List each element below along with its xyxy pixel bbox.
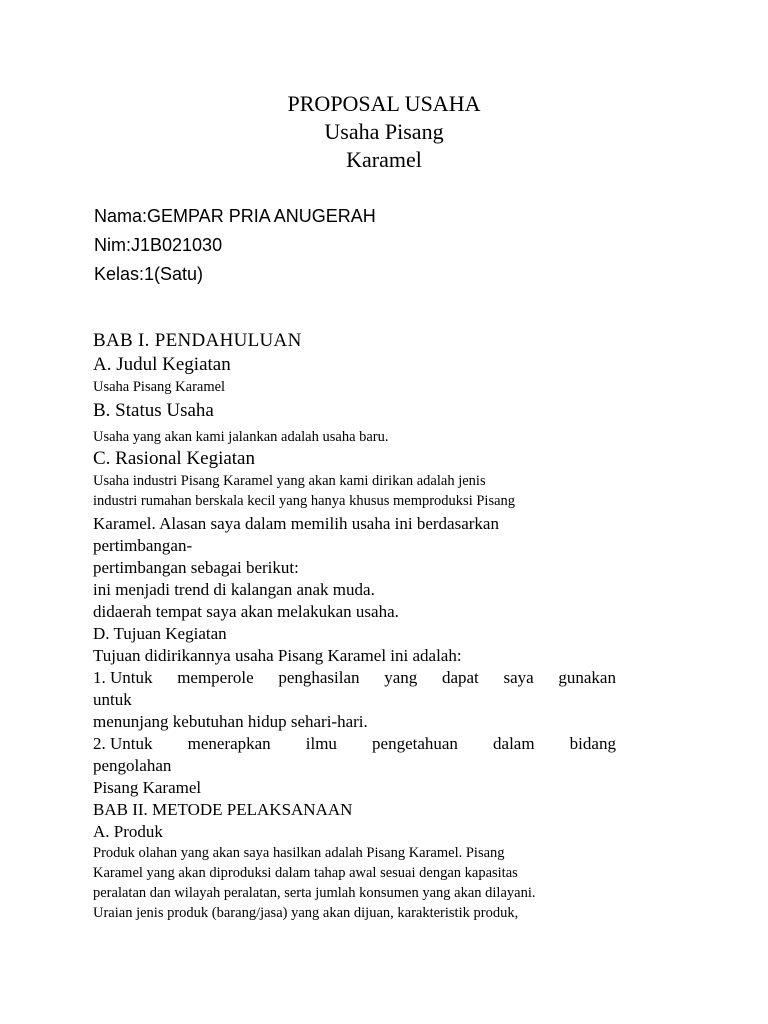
bab2-section-a-line: Produk olahan yang akan saya hasilkan adalah Pisang Karamel. Pisang xyxy=(93,845,505,861)
item-2-word: pengetahuan xyxy=(372,734,458,753)
title-line-3: Karamel xyxy=(346,147,422,172)
item-2-word: dalam xyxy=(493,734,535,753)
section-d-item-1-line: untuk xyxy=(93,690,132,709)
section-d-item-1-line: menunjang kebutuhan hidup sehari-hari. xyxy=(93,712,368,731)
section-c-line: Usaha industri Pisang Karamel yang akan kami dirikan adalah jenis xyxy=(93,473,486,489)
section-d-item-2-line: Pisang Karamel xyxy=(93,778,202,797)
bab2-section-a-line: peralatan dan wilayah peralatan, serta jumlah konsumen yang akan dilayani. xyxy=(93,885,536,901)
item-1-word: memperole xyxy=(177,668,254,687)
identity-kelas: Kelas:1(Satu) xyxy=(94,264,204,284)
item-1-word: yang xyxy=(384,668,418,687)
section-c-line: pertimbangan- xyxy=(93,536,193,555)
section-d-item-2 xyxy=(93,733,616,755)
title-line-1: PROPOSAL USAHA xyxy=(287,91,481,116)
identity-block xyxy=(94,202,376,289)
section-a-text: Usaha Pisang Karamel xyxy=(93,379,226,395)
section-c-line: Karamel. Alasan saya dalam memilih usaha ini berdasarkan xyxy=(93,514,499,533)
identity-nama: Nama:GEMPAR PRIA ANUGERAH xyxy=(94,206,376,226)
bab2-heading: BAB II. METODE PELAKSANAAN xyxy=(93,800,353,819)
section-a-heading: A. Judul Kegiatan xyxy=(93,354,231,375)
item-1-word: penghasilan xyxy=(278,668,360,687)
item-2-word: menerapkan xyxy=(187,734,271,753)
section-d-heading: D. Tujuan Kegiatan xyxy=(93,624,227,643)
section-d-intro: Tujuan didirikannya usaha Pisang Karamel ini adalah: xyxy=(93,646,462,665)
bab1-heading: BAB I. PENDAHULUAN xyxy=(93,330,302,351)
title-block xyxy=(0,90,768,174)
item-2-word: 2. Untuk xyxy=(93,734,153,753)
title-line-2: Usaha Pisang xyxy=(324,119,444,144)
section-c-line: didaerah tempat saya akan melakukan usaha. xyxy=(93,602,399,621)
section-d-item-2-line: pengolahan xyxy=(93,756,172,775)
document-body xyxy=(93,328,616,923)
item-1-word: gunakan xyxy=(558,668,616,687)
section-d-item-1 xyxy=(93,667,616,689)
item-1-word: saya xyxy=(503,668,534,687)
item-2-word: bidang xyxy=(569,734,616,753)
section-c-line: industri rumahan berskala kecil yang hanya khusus memproduksi Pisang xyxy=(93,493,516,509)
item-2-word: ilmu xyxy=(305,734,337,753)
bab2-section-a-heading: A. Produk xyxy=(93,822,163,841)
section-c-line: pertimbangan sebagai berikut: xyxy=(93,558,299,577)
section-b-text: Usaha yang akan kami jalankan adalah usaha baru. xyxy=(93,429,389,445)
section-b-heading: B. Status Usaha xyxy=(93,400,214,421)
item-1-word: 1. Untuk xyxy=(93,668,153,687)
bab2-section-a-line: Karamel yang akan diproduksi dalam tahap awal sesuai dengan kapasitas xyxy=(93,865,518,881)
bab2-section-a-line: Uraian jenis produk (barang/jasa) yang akan dijuan, karakteristik produk, xyxy=(93,905,519,921)
section-c-line: ini menjadi trend di kalangan anak muda. xyxy=(93,580,375,599)
section-c-heading: C. Rasional Kegiatan xyxy=(93,448,255,469)
item-1-word: dapat xyxy=(441,668,479,687)
identity-nim: Nim:J1B021030 xyxy=(94,235,223,255)
